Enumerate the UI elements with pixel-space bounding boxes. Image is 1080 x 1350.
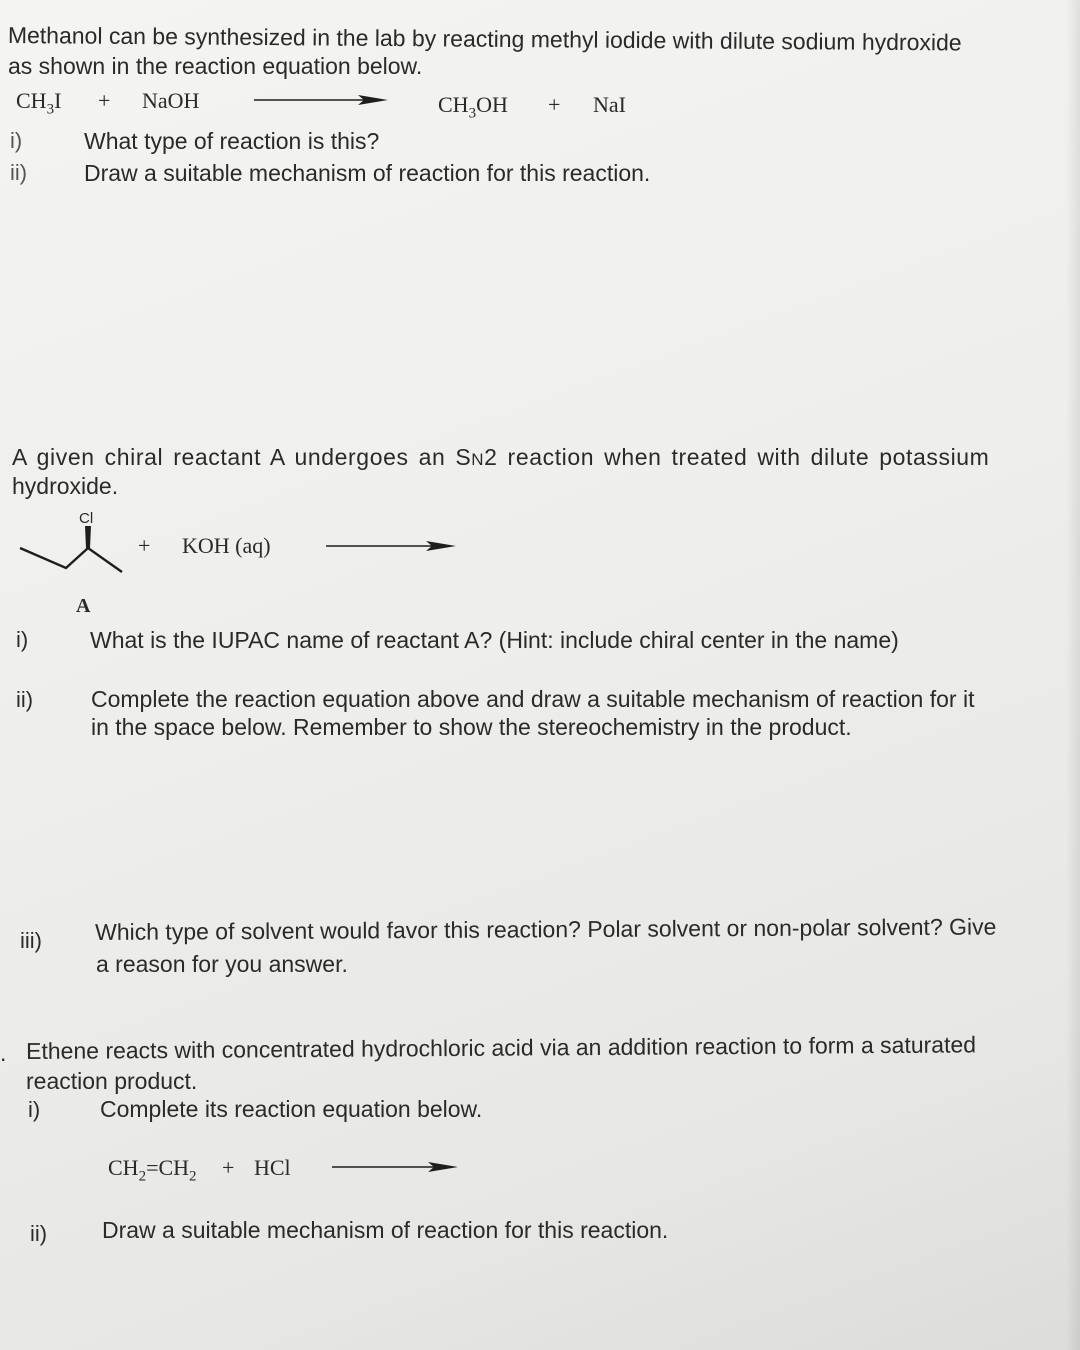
q3-intro-line1: Ethene reacts with concentrated hydrochloric acid via an addition reaction to form a saturated xyxy=(26,1031,977,1064)
q3-reagent-hcl: HCl xyxy=(254,1155,291,1180)
q3-number-fragment: . xyxy=(0,1040,7,1066)
q2-intro-line1: A given chiral reactant A undergoes an SN2 reaction when treated with dilute potassium xyxy=(12,444,990,470)
q1-ii-question: Draw a suitable mechanism of reaction for this reaction. xyxy=(84,160,651,186)
page-edge-shadow xyxy=(1066,0,1080,1350)
q2-ii-number: ii) xyxy=(16,687,34,712)
q1-product-ch3oh: $CH_3OH$ xyxy=(438,92,508,122)
q2-i-number: i) xyxy=(16,627,29,652)
q1-reactant-ch3i: $CH_3I$ xyxy=(16,88,62,118)
q3-ii-question: Draw a suitable mechanism of reaction for this reaction. xyxy=(102,1217,669,1243)
q3-intro-line2: reaction product. xyxy=(26,1068,198,1094)
reactant-a-structure xyxy=(18,506,130,578)
q2-reaction-arrow xyxy=(326,538,458,554)
q2-reagent-koh: KOH (aq) xyxy=(182,533,271,558)
q3-ii-number: ii) xyxy=(30,1221,48,1246)
q2-intro-line2: hydroxide. xyxy=(12,473,119,499)
q2-iii-number: iii) xyxy=(20,928,42,953)
q2-plus: + xyxy=(138,533,151,558)
q2-ii-question-line2: in the space below. Remember to show the stereochemistry in the product. xyxy=(91,714,852,740)
q2-iii-question-line2: a reason for you answer. xyxy=(96,951,348,977)
q1-plus-1: + xyxy=(98,88,111,113)
q1-i-question: What type of reaction is this? xyxy=(84,128,380,154)
q1-intro-line2: as shown in the reaction equation below. xyxy=(8,53,423,79)
q1-reaction-arrow xyxy=(254,92,390,108)
q3-i-question: Complete its reaction equation below. xyxy=(100,1096,483,1122)
chlorine-label: Cl xyxy=(79,510,94,527)
q2-ii-question-line1: Complete the reaction equation above and draw a suitable mechanism of reaction for it xyxy=(91,686,975,712)
q1-i-number: i) xyxy=(10,128,23,153)
q3-plus: + xyxy=(222,1155,235,1180)
q1-ii-number: ii) xyxy=(10,160,28,185)
wedge-bond xyxy=(85,526,91,548)
q1-product-nai: NaI xyxy=(593,92,626,117)
q1-reactant-naoh: NaOH xyxy=(142,88,200,113)
q1-plus-2: + xyxy=(548,92,561,117)
q3-ethene-formula: $CH_2=CH_2$ xyxy=(108,1155,197,1185)
reactant-a-label: A xyxy=(76,595,91,617)
q3-i-number: i) xyxy=(28,1097,41,1122)
q2-i-question: What is the IUPAC name of reactant A? (Hint: include chiral center in the name) xyxy=(90,627,899,653)
q2-iii-question-line1: Which type of solvent would favor this reaction? Polar solvent or non-polar solvent? Give xyxy=(95,913,997,945)
q1-intro-line1: Methanol can be synthesized in the lab by reacting methyl iodide with dilute sodium hydroxide xyxy=(7,21,962,56)
q3-reaction-arrow xyxy=(332,1159,460,1175)
